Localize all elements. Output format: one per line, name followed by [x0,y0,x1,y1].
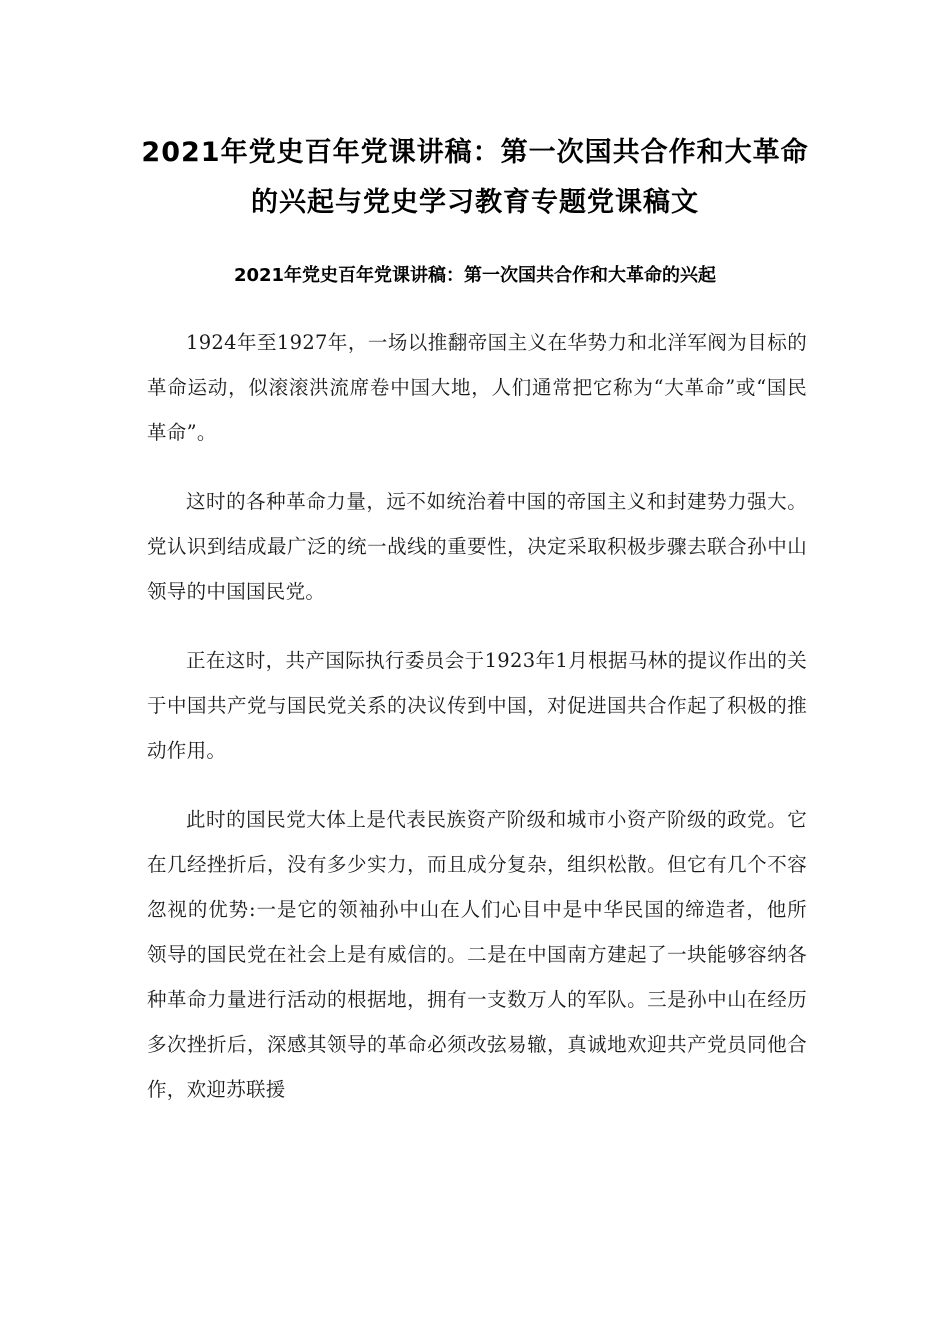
paragraph: 此时的国民党大体上是代表民族资产阶级和城市小资产阶级的政党。它在几经挫折后，没有多少实力，而且成分复杂，组织松散。但它有几个不容忽视的优势:一是它的领袖孙中山在人们心目中是中华民国的缔造者，他所领导的国民党在社会上是有威信的。二是在中国南方建起了一块能够容纳各种革命力量进行活动的根据地，拥有一支数万人的军队。三是孙中山在经历多次挫折后，深感其领导的革命必须改弦易辙，真诚地欢迎共产党员同他合作，欢迎苏联援 [147,808,807,1101]
paragraph: 1924年至1927年，一场以推翻帝国主义在华势力和北洋军阀为目标的革命运动，似滚滚洪流席卷中国大地，人们通常把它称为“大革命”或“国民革命”。 [147,331,807,444]
document-title: 2021年党史百年党课讲稿：第一次国共合作和大革命的兴起与党史学习教育专题党课稿文 [141,137,809,218]
document-body [147,320,807,1136]
paragraph: 正在这时，共产国际执行委员会于1923年1月根据马林的提议作出的关于中国共产党与国民党关系的决议传到中国，对促进国共合作起了积极的推动作用。 [147,649,807,762]
document-subtitle: 2021年党史百年党课讲稿：第一次国共合作和大革命的兴起 [233,265,717,286]
paragraph: 这时的各种革命力量，远不如统治着中国的帝国主义和封建势力强大。党认识到结成最广泛的统一战线的重要性，决定采取积极步骤去联合孙中山领导的中国国民党。 [147,490,807,603]
